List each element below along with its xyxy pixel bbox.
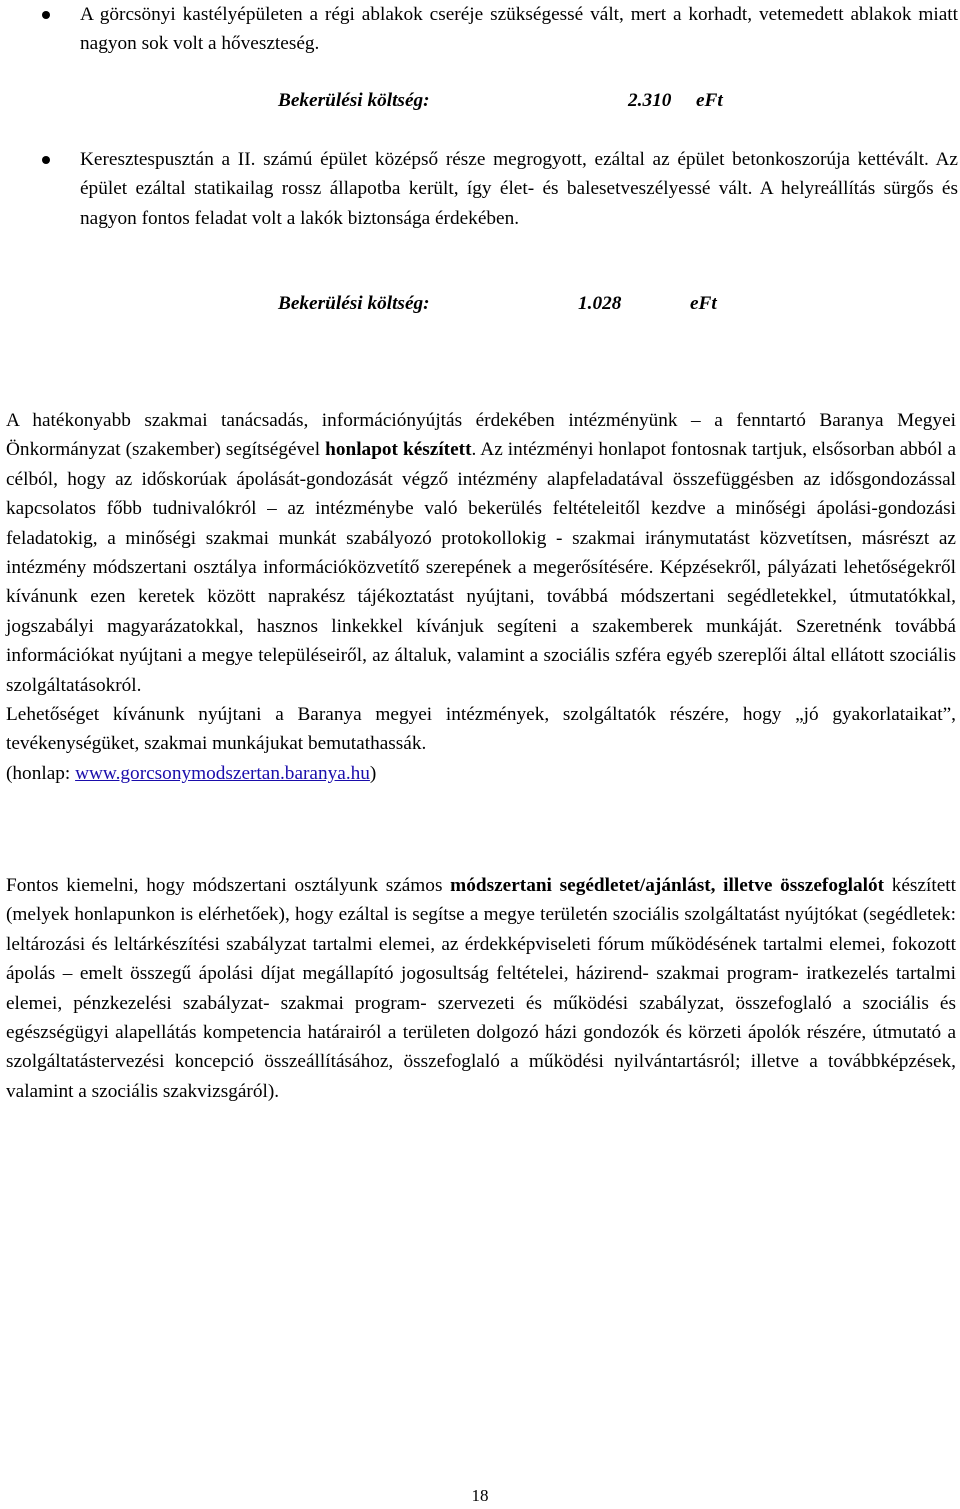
text-run: Fontos kiemelni, hogy módszertani osztályunk számos bbox=[6, 875, 451, 896]
text-run: . Az intézményi honlapot fontosnak tartjuk, elsősorban abból a célból, hogy az időskorúak ápolását-gondozását végző intézmény alapfeladatával összefüggésben az idősgondozással kapcsolatos főbb tudnivalókról – az intézménybe való bekerülés feltételeitől kezdve a minőségi ápolási-gondozási feladatokig, a minőségi szakmai munkát szabályozó protokollokig - szakmai iránymutatást közvetítsen, másrészt az intézmény módszertani osztálya információközvetítő szerepének a megerősítésére. Képzésekről, pályázati lehetőségekről kívánunk ezen keretek között naprakész tájékoztatást nyújtani, továbbá módszertani segédletekkel, útmutatókkal, jogszabályi magyarázatokkal, hasznos linkekkel kívánjuk segíteni a szakemberek munkáját. Szeretnénk továbbá információkat nyújtani a megye településeiről, az általuk, valamint a szociális szféra egyéb szereplői által ellátott szociális szolgáltatásokról. bbox=[6, 439, 956, 696]
text-run: (honlap: bbox=[6, 762, 76, 784]
cost-value: 2.310 bbox=[628, 90, 672, 111]
bullet-icon bbox=[42, 156, 50, 164]
cost-label: Bekerülési költség: bbox=[278, 293, 430, 314]
website-link[interactable]: www.gorcsonymodszertan.baranya.hu bbox=[75, 762, 370, 784]
bullet-item-windows bbox=[80, 0, 958, 59]
page-number: 18 bbox=[471, 1486, 489, 1505]
text-run: Lehetőséget kívánunk nyújtani a Baranya megyei intézmények, szolgáltatók részére, hogy „jó gyakorlataikat”, tevékenységüket, szakmai munkájukat bemutathassák. bbox=[6, 704, 956, 755]
text-run: ) bbox=[369, 762, 377, 784]
paragraph-body bbox=[6, 871, 956, 1106]
bullet-text: A görcsönyi kastélyépületen a régi ablakok cseréje szükségessé vált, mert a korhadt, vetemedett ablakok miatt nagyon sok volt a hőveszteség. bbox=[80, 4, 958, 55]
bullet-text: Keresztespusztán a II. számú épület középső része megrogyott, ezáltal az épület betonkoszorúja kettévált. Az épület ezáltal statikailag rossz állapotba került, így élet- és balesetveszélyessé vált. A helyreállítás sürgős és nagyon fontos feladat volt a lakók biztonsága érdekében. bbox=[80, 149, 958, 229]
cost-value: 1.028 bbox=[578, 293, 622, 314]
website-line bbox=[6, 759, 956, 788]
bold-text: honlapot készített bbox=[325, 439, 472, 461]
bullet-icon bbox=[42, 11, 50, 19]
cost-unit: eFt bbox=[690, 293, 717, 314]
cost-unit: eFt bbox=[696, 90, 723, 111]
bullet-item-building bbox=[80, 145, 958, 233]
text-run: A hatékonyabb szakmai tanácsadás, információnyújtás érdekében intézményünk – a fenntartó Baranya Megyei Önkormányzat (szakember) segítségével bbox=[6, 410, 956, 461]
cost-label: Bekerülési költség: bbox=[278, 90, 430, 111]
bold-text: módszertani segédletet/ajánlást, illetve összefoglalót bbox=[450, 875, 885, 896]
website-paragraph bbox=[6, 406, 956, 788]
paragraph-body bbox=[6, 406, 956, 700]
guides-paragraph bbox=[6, 871, 956, 1106]
text-run: készített (melyek honlapunkon is elérhetőek), hogy ezáltal is segítse a megye területén szociális szolgáltatást nyújtókat (segédletek: leltározási és leltárkészítési szabályzat tartalmi elemei, az érdekképviseleti fórum működésének tartalmi elemei, fokozott ápolás – emelt összegű ápolási díjat megállapító jogosultság feltételei, házirend- szakmai program- iratkezelés tartalmi elemei, pénzkezelési szabályzat- szakmai program- szervezeti és működési szabályzat, összefoglaló a szociális és egészségügyi alapellátás kompetencia határairól a területen dolgozó házi gondozók és körzeti ápolók részére, útmutató a szolgáltatástervezési koncepció összeállításához, összefoglaló a működési nyilvántartásról; illetve a továbbképzések, valamint a szociális szakvizsgáról). bbox=[6, 875, 956, 1102]
paragraph-body bbox=[6, 700, 956, 759]
